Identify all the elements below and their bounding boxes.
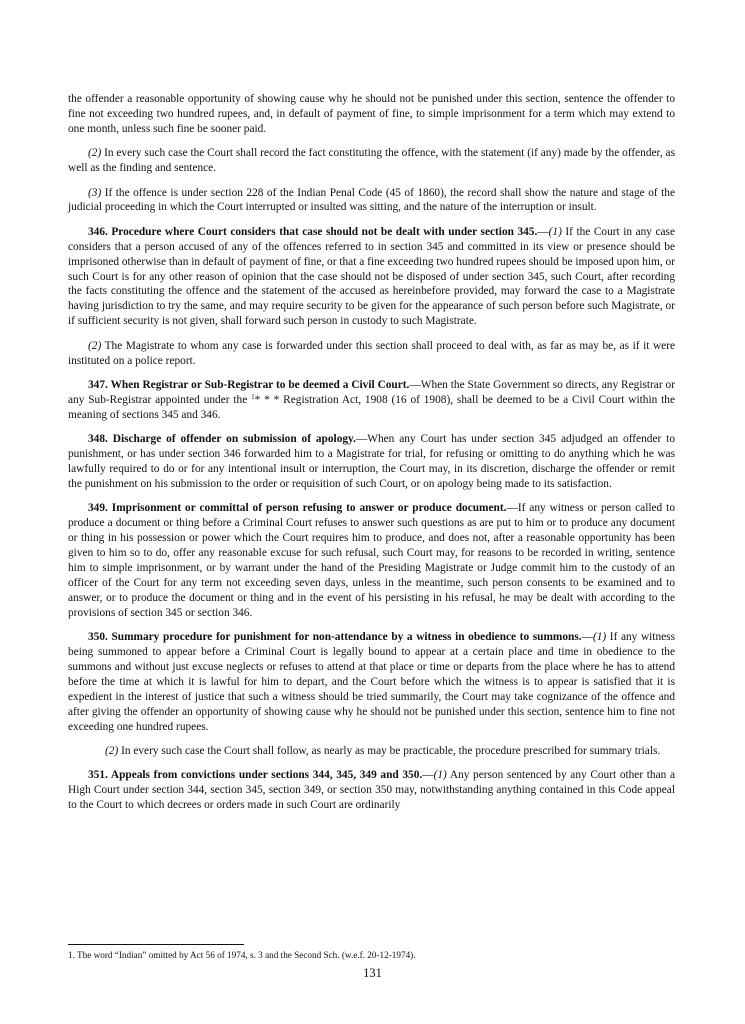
document-body	[68, 92, 675, 823]
section-348	[68, 432, 675, 492]
paragraph-text: The Magistrate to whom any case is forwarded under this section shall proceed to deal with, as far as may be, as if it were instituted on a police report.	[68, 339, 675, 367]
section-heading: 346. Procedure where Court considers that case should not be dealt with under section 345.	[88, 225, 538, 238]
section-heading: 350. Summary procedure for punishment for non-attendance by a witness in obedience to summons.	[88, 631, 582, 644]
subsection-number: (2)	[88, 147, 102, 160]
subsection-number: (1)	[548, 225, 562, 238]
section-349	[68, 501, 675, 620]
paragraph-text: In every such case the Court shall follow, as nearly as may be practicable, the procedure prescribed for summary trials.	[118, 744, 661, 757]
subsection-number: (2)	[88, 339, 102, 352]
subsection-number: (3)	[88, 186, 102, 199]
em-dash: —	[581, 631, 593, 644]
subsection-number: (2)	[105, 744, 119, 757]
subsection-3	[68, 186, 675, 216]
paragraph-text: the offender a reasonable opportunity of showing cause why he should not be punished under this section, sentence the offender to fine not exceeding two hundred rupees, and, in default of payment of fine, to simple imprisonment for a term which may extend to one month, unless such fine be sooner paid.	[68, 93, 675, 135]
subsection-2	[68, 146, 675, 176]
subsection-2	[68, 339, 675, 369]
section-heading: 349. Imprisonment or committal of person refusing to answer or produce document.	[88, 502, 507, 515]
em-dash: —	[537, 225, 549, 238]
paragraph-text: If the Court in any case considers that a person accused of any of the offences referred to in section 345 and committed in its view or presence should be imprisoned otherwise than in default of payment of fine, or that a fine exceeding two hundred rupees should be imposed upon him, or such Court is for any other reason of opinion that the case should not be disposed of under section 345, such Court, after recording the facts constituting the offence and the statement of the accused as hereinbefore provided, may forward the case to a Magistrate having jurisdiction to try the same, and may require security to be given for the appearance of such person before such Magistrate, or if sufficient security is not given, shall forward such person in custody to such Magistrate.	[68, 225, 675, 328]
paragraph-text: When the State Government so directs, any Registrar or any Sub-Registrar appointed under the	[68, 379, 675, 406]
subsection-number: (1)	[592, 631, 607, 644]
paragraph-text: If the offence is under section 228 of the Indian Penal Code (45 of 1860), the record shall show the nature and stage of the judicial proceeding in which the Court interrupted or insulted was sitting, and the nature of the interruption or insult.	[68, 186, 675, 214]
em-dash: —	[506, 502, 518, 515]
section-heading: 347. When Registrar or Sub-Registrar to be deemed a Civil Court.	[88, 379, 410, 391]
em-dash: —	[409, 379, 421, 391]
paragraph-text: If any witness or person called to produce a document or thing before a Criminal Court refuses to answer such questions as are put to him or to produce any document or thing in his possession or power which the Court requires him to produce, and does not, after a reasonable opportunity has been given to him so to do, offer any reasonable excuse for such refusal, such Court may, for reasons to be recorded in writing, sentence him to simple imprisonment, or by warrant under the hand of the Presiding Magistrate or Judge commit him to the custody of an officer of the Court for any term not exceeding seven days, unless in the meantime, such person consents to be examined and to answer, or to produce the document or thing and in the event of his persisting in his refusal, he may be dealt with according to the provisions of section 345 or section 346.	[68, 502, 675, 619]
paragraph-continuation	[68, 92, 675, 137]
subsection-2	[68, 744, 675, 759]
section-351	[68, 768, 675, 813]
footnote: 1. The word “Indian” omitted by Act 56 of 1974, s. 3 and the Second Sch. (w.e.f. 20-12-1974).	[68, 950, 416, 960]
footnote-marker: 1	[251, 392, 255, 401]
section-346	[68, 225, 675, 329]
em-dash: —	[355, 433, 368, 446]
em-dash: —	[422, 769, 434, 782]
section-350	[68, 630, 675, 734]
paragraph-text: If any witness being summoned to appear before a Criminal Court is legally bound to appear at a certain place and time in obedience to the summons and without just excuse neglects or refuses to attend at that place or time or departs from the place where he has to attend before the time at which it is lawful for him to depart, and the Court before which the witness is to appear is satisfied that it is expedient in the interest of justice that such a witness should be tried summarily, the Court may take cognizance of the offence and after giving the offender an opportunity of showing cause why he should not be punished under this section, sentence him to fine not exceeding one hundred rupees.	[68, 631, 675, 733]
paragraph-text: * * * Registration Act, 1908 (16 of 1908), shall be deemed to be a Civil Court within the meaning of sections 345 and 346.	[68, 393, 675, 421]
subsection-number: (1)	[433, 769, 447, 782]
paragraph-text: Any person sentenced by any Court other than a High Court under section 344, section 345, section 349, or section 350 may, notwithstanding anything contained in this Code appeal to the Court to which decrees or orders made in such Court are ordinarily	[68, 769, 675, 812]
paragraph-text: When any Court has under section 345 adjudged an offender to punishment, or has under section 346 forwarded him to a Magistrate for trial, for refusing or omitting to do anything which he was lawfully required to do or for any intentional insult or interruption, the Court may, in its discretion, discharge the offender or remit the punishment on his submission to the order or requisition of such Court, or on apology being made to its satisfaction.	[68, 433, 675, 490]
footnote-rule	[68, 944, 244, 945]
section-heading: 351. Appeals from convictions under sections 344, 345, 349 and 350.	[88, 769, 423, 782]
section-heading: 348. Discharge of offender on submission of apology.	[88, 433, 356, 446]
paragraph-text: In every such case the Court shall record the fact constituting the offence, with the statement (if any) made by the offender, as well as the finding and sentence.	[68, 147, 675, 175]
section-347	[68, 378, 675, 423]
page-number: 131	[363, 966, 382, 980]
